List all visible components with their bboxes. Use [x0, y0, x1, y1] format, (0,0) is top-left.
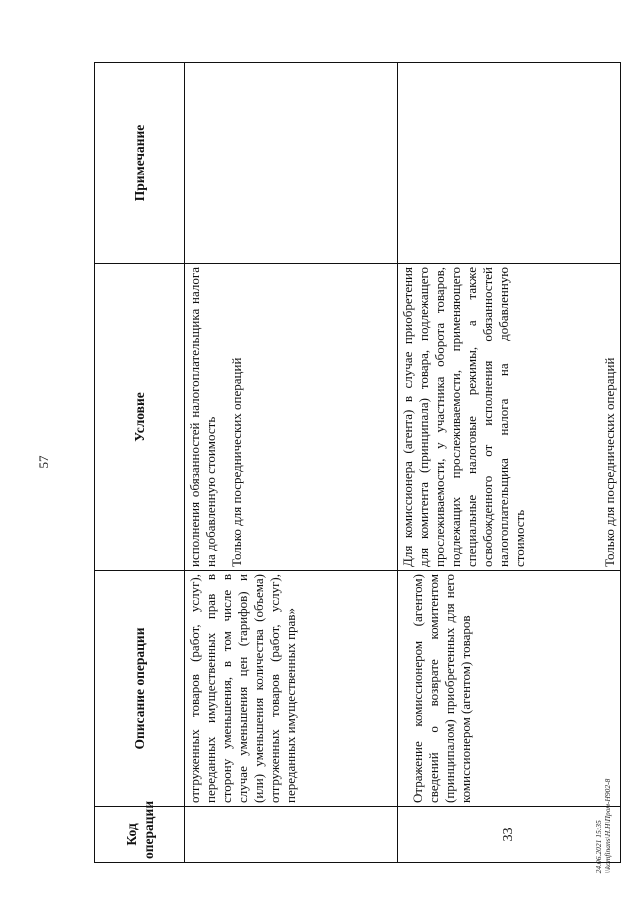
table-row: [185, 63, 398, 863]
header-description: Описание операции: [95, 571, 185, 807]
row-description: отгруженных товаров (работ, услуг), переданных имущественных прав в сторону уменьшения, в том числе в случае уменьшения цен (тарифов) и (или) уменьшения количества (объема) отгруженных товаров (работ, услуг), переданных имущественных прав»: [185, 571, 398, 807]
document-footer: [594, 779, 612, 874]
row-description: Отражение комиссионером (агентом) сведений о возврате комитентом (принципалом) приобретенных для него комиссионером (агентом) товаров: [398, 571, 621, 807]
footer-timestamp: 24.06.2021 15:35: [594, 820, 603, 874]
header-note: Примечание: [95, 63, 185, 264]
row-condition-text: Только для посреднических операций: [229, 357, 244, 567]
row-condition: [185, 264, 398, 571]
row-condition-text: Только для посреднических операций: [602, 357, 617, 567]
row-condition-text: Для комиссионера (агента) в случае приобретения для комитента (принципала) товара, подлежащего прослеживаемости, у участника оборота товаров, подлежащих прослеживаемости, применяющего специальные налоговые режимы, а также освобожденного от исполнения обязанностей налогоплательщика налога на добавленную стоимость: [400, 267, 527, 567]
header-condition: Условие: [95, 264, 185, 571]
row-note: [398, 63, 621, 264]
table-header-row: [95, 63, 185, 863]
table-row: [398, 63, 621, 863]
row-code: [185, 807, 398, 863]
page-number: 57: [36, 455, 51, 469]
row-condition: [398, 264, 621, 571]
footer-file-path: \\komfinans\Н.Н\Пром-Н902-8: [603, 778, 612, 874]
row-code: 33: [398, 807, 621, 863]
row-condition-text: исполнения обязанностей налогоплательщика налога на добавленную стоимость: [187, 267, 218, 567]
rotated-table-wrapper: [94, 63, 619, 863]
operations-table: [94, 62, 621, 863]
header-code: Код операции: [95, 807, 185, 863]
row-note: [185, 63, 398, 264]
